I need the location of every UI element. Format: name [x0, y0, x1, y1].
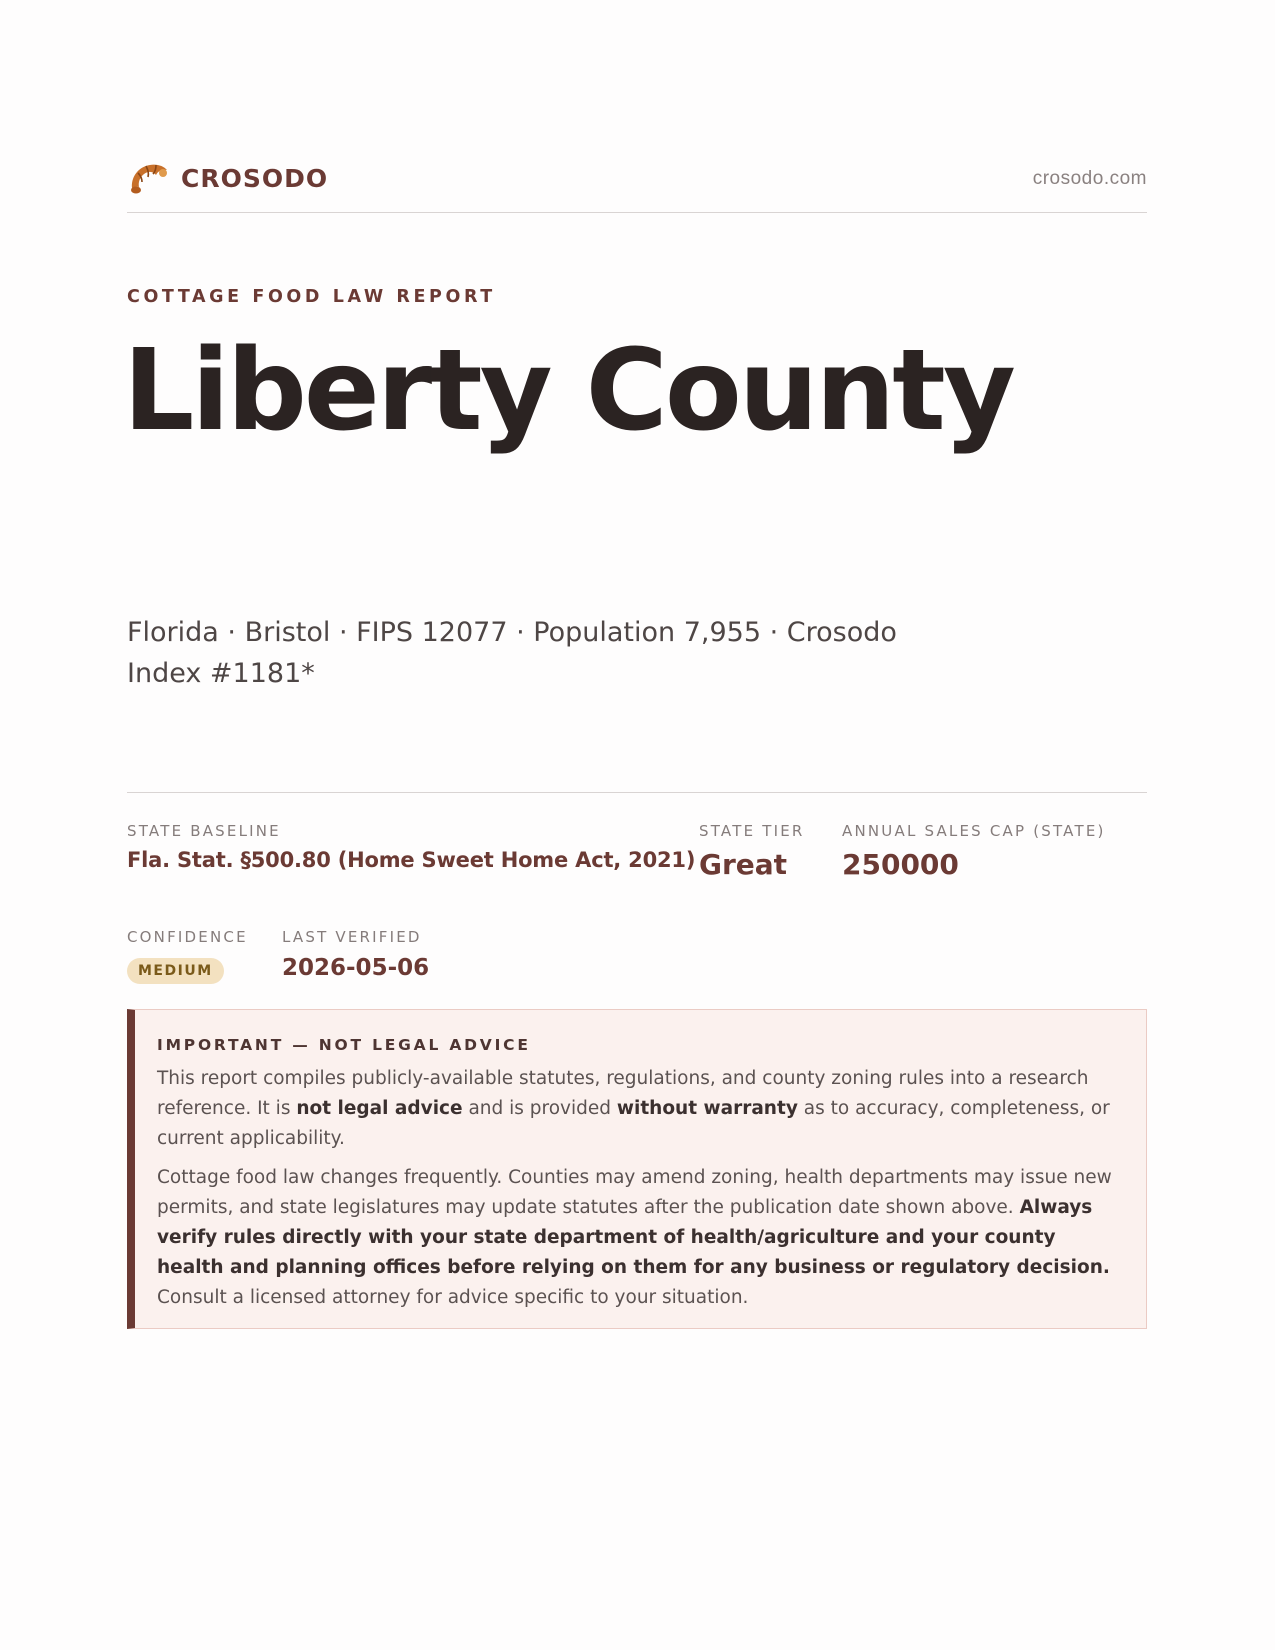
- state-tier-value: Great: [699, 848, 788, 881]
- notice-emphasis: not legal advice: [296, 1098, 463, 1119]
- page-title: Liberty County: [123, 326, 1013, 456]
- report-header: [127, 156, 1147, 210]
- confidence-label: CONFIDENCE: [127, 928, 248, 946]
- brand[interactable]: [129, 160, 328, 196]
- state-tier-field: [699, 822, 805, 881]
- notice-body: [157, 1064, 1117, 1322]
- report-eyebrow: COTTAGE FOOD LAW REPORT: [127, 287, 496, 307]
- site-url-link[interactable]: crosodo.com: [1032, 168, 1147, 189]
- notice-text: Cottage food law changes frequently. Counties may amend zoning, health departments may issue new permits, and state legislatures may update statutes after the publication date shown above.: [157, 1167, 1112, 1218]
- sales-cap-value: 250000: [842, 848, 959, 881]
- confidence-badge: MEDIUM: [127, 958, 224, 984]
- confidence-field: [127, 928, 248, 984]
- state-tier-label: STATE TIER: [699, 822, 805, 840]
- legal-notice: [127, 1009, 1147, 1329]
- last-verified-label: LAST VERIFIED: [282, 928, 422, 946]
- notice-paragraph-2: [157, 1163, 1117, 1313]
- notice-text: Consult a licensed attorney for advice specific to your situation.: [157, 1287, 749, 1308]
- notice-emphasis: Always verify rules directly with your state department of health/agriculture and your county health and planning offices before relying on them for any business or regulatory decision.: [157, 1197, 1110, 1278]
- notice-heading: IMPORTANT — NOT LEGAL ADVICE: [157, 1036, 531, 1054]
- section-divider: [127, 792, 1147, 793]
- last-verified-field: [282, 928, 429, 981]
- report-subtitle: Florida · Bristol · FIPS 12077 · Population 7,955 · Crosodo Index #1181*: [127, 617, 897, 689]
- notice-text: and is provided: [462, 1098, 617, 1119]
- brand-name: CROSODO: [181, 163, 329, 193]
- state-baseline-value: Fla. Stat. §500.80 (Home Sweet Home Act, 2021): [127, 848, 696, 872]
- notice-emphasis: without warranty: [616, 1098, 798, 1119]
- sales-cap-field: [842, 822, 1106, 881]
- notice-paragraph-1: [157, 1064, 1117, 1154]
- last-verified-value: 2026-05-06: [282, 955, 430, 981]
- notice-text: as to accuracy, completeness, or current applicability.: [157, 1098, 1110, 1149]
- header-divider: [127, 212, 1147, 213]
- state-baseline-label: STATE BASELINE: [127, 822, 281, 840]
- notice-text: This report compiles publicly-available statutes, regulations, and county zoning rules into a research reference. It is: [157, 1068, 1089, 1119]
- croissant-icon: [129, 160, 169, 196]
- state-baseline-field: [127, 822, 695, 872]
- sales-cap-label: ANNUAL SALES CAP (STATE): [842, 822, 1106, 840]
